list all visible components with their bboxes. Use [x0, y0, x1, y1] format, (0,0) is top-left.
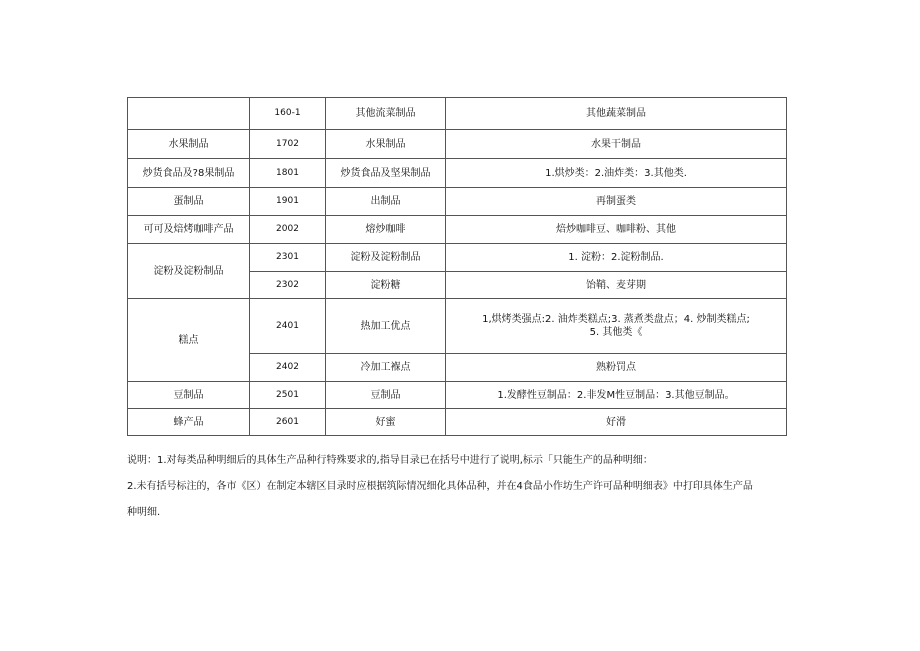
code-cell: 160-1	[250, 98, 326, 130]
name-cell: 冷加工褓点	[326, 354, 446, 382]
table-row	[128, 409, 787, 436]
code-cell: 2301	[250, 244, 326, 272]
table-row	[128, 159, 787, 188]
category-cell: 蜂产品	[128, 409, 250, 436]
detail-cell: 熟粉罚点	[446, 354, 787, 382]
detail-cell: 饴鞘、麦芽期	[446, 272, 787, 299]
notes-section	[127, 448, 807, 526]
category-cell	[128, 98, 250, 130]
detail-cell: 1. 淀粉：2.淀粉制品.	[446, 244, 787, 272]
table-row	[128, 188, 787, 216]
detail-line: 5. 其他类《	[589, 327, 643, 338]
code-cell: 2302	[250, 272, 326, 299]
detail-cell: 其他蔬菜制品	[446, 98, 787, 130]
name-cell: 好蜜	[326, 409, 446, 436]
detail-cell: 焙炒咖啡豆、咖啡粉、其他	[446, 216, 787, 244]
code-cell: 2601	[250, 409, 326, 436]
detail-cell: 水果干制品	[446, 130, 787, 159]
name-cell: 豆制品	[326, 382, 446, 409]
detail-line: 1,烘烤类强点:2. 油炸类糕点;3. 蒸煮类盘点；4. 炒制类糕点;	[482, 314, 750, 325]
product-category-table	[127, 97, 787, 436]
code-cell: 1901	[250, 188, 326, 216]
detail-cell: 1.烘炒类：2.油炸类：3.其他类.	[446, 159, 787, 188]
note-line: 2.未有括号标注的，各市《区）在制定本辖区目录时应根据筑际情况细化具体品种，并在4食品小作坊生产许可品种明细表》中打印具体生产品	[127, 481, 753, 492]
detail-cell	[446, 299, 787, 354]
detail-cell: 再制蛋类	[446, 188, 787, 216]
category-cell: 可可及焙烤咖啡产品	[128, 216, 250, 244]
name-cell: 热加工优点	[326, 299, 446, 354]
table-row	[128, 98, 787, 130]
code-cell: 1801	[250, 159, 326, 188]
table-row	[128, 382, 787, 409]
category-cell: 水果制品	[128, 130, 250, 159]
category-cell: 淀粉及淀粉制品	[128, 244, 250, 299]
code-cell: 2501	[250, 382, 326, 409]
code-cell: 1702	[250, 130, 326, 159]
category-cell: 糕点	[128, 299, 250, 382]
name-cell: 其他流菜制品	[326, 98, 446, 130]
code-cell: 2401	[250, 299, 326, 354]
category-cell: 蛋制品	[128, 188, 250, 216]
note-line: 种明细.	[127, 507, 161, 518]
name-cell: 出制品	[326, 188, 446, 216]
name-cell: 淀粉及淀粉制品	[326, 244, 446, 272]
name-cell: 淀粉糖	[326, 272, 446, 299]
table-row	[128, 299, 787, 354]
detail-cell: 好滑	[446, 409, 787, 436]
category-cell: 炒货食品及?8果制品	[128, 159, 250, 188]
table-row	[128, 244, 787, 272]
table-row	[128, 216, 787, 244]
category-cell: 豆制品	[128, 382, 250, 409]
name-cell: 熔炒咖啡	[326, 216, 446, 244]
detail-cell: 1.发酵性豆制品：2.非发M性豆制品：3.其他豆制品。	[446, 382, 787, 409]
code-cell: 2002	[250, 216, 326, 244]
code-cell: 2402	[250, 354, 326, 382]
name-cell: 水果制品	[326, 130, 446, 159]
note-line: 说明：1.对每类品种明细后的具体生产品种行特殊要求的,指导目录已在括号中进行了说明,标示「只能生产的品种明细：	[127, 455, 653, 466]
table-row	[128, 130, 787, 159]
name-cell: 炒货食品及坚果制品	[326, 159, 446, 188]
